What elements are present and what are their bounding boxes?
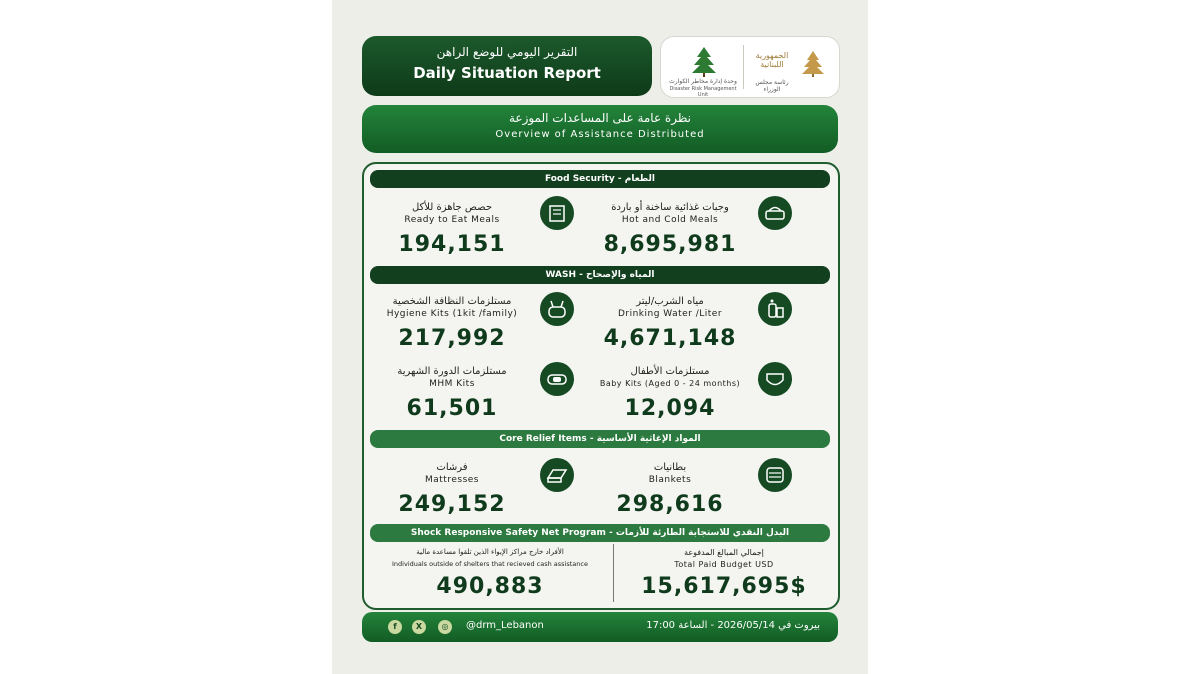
republic-logo-text: الجمهورية اللبنانية xyxy=(755,51,789,69)
mattresses-value: 249,152 xyxy=(398,492,506,517)
instagram-icon[interactable]: ◎ xyxy=(438,620,452,634)
report-title-ar: التقرير اليومي للوضع الراهن xyxy=(436,45,578,59)
cash-divider xyxy=(613,544,614,602)
drinking-water-en: Drinking Water /Liter xyxy=(617,309,723,319)
section-food-security: Food Security - الطعام xyxy=(370,170,830,188)
mhm-kits-en: MHM Kits xyxy=(429,379,475,389)
blankets-en: Blankets xyxy=(648,475,692,485)
diaper-icon xyxy=(758,362,792,396)
x-twitter-icon[interactable]: X xyxy=(412,620,426,634)
footer-bar xyxy=(362,612,838,642)
section-core-relief: Core Relief Items - المواد الإغاثية الأساسية xyxy=(370,430,830,448)
drm-logo-sub: Disaster Risk Management Unit xyxy=(669,86,737,98)
blankets-ar: بطانيات xyxy=(653,462,687,473)
drinking-water-value: 4,671,148 xyxy=(603,326,737,351)
mhm-kits-ar: مستلزمات الدورة الشهرية xyxy=(397,366,507,377)
item-hygiene-kits xyxy=(370,288,600,351)
item-cash-individuals xyxy=(370,548,610,608)
section-cash-program: Shock Responsive Safety Net Program - البدل النقدي للاستجابة الطارئة للأزمات xyxy=(370,524,830,542)
report-poster xyxy=(332,0,868,674)
logos-box xyxy=(660,36,840,98)
hot-cold-meals-ar: وجبات غذائية ساخنة أو باردة xyxy=(611,202,729,213)
report-title-en: Daily Situation Report xyxy=(413,64,601,82)
item-ready-meals xyxy=(370,194,600,257)
ready-meals-en: Ready to Eat Meals xyxy=(404,215,500,225)
pad-icon xyxy=(540,362,574,396)
report-title-banner xyxy=(362,36,652,96)
hot-cold-meals-value: 8,695,981 xyxy=(603,232,737,257)
social-handle[interactable]: @drm_Lebanon xyxy=(466,620,544,631)
ready-meals-ar: حصص جاهزة للأكل xyxy=(411,202,493,213)
mattresses-en: Mattresses xyxy=(425,475,479,485)
item-drinking-water xyxy=(600,288,830,351)
drm-logo-text: وحدة إدارة مخاطر الكوارث xyxy=(669,78,737,85)
cash-individuals-ar: الأفراد خارج مراكز الإيواء الذين تلقوا مساعدة مالية xyxy=(416,548,564,556)
water-bottle-icon xyxy=(758,292,792,326)
item-mhm-kits xyxy=(370,358,600,421)
overview-title-en: Overview of Assistance Distributed xyxy=(495,129,705,140)
item-baby-kits xyxy=(599,358,830,421)
assistance-frame xyxy=(362,162,840,610)
item-blankets xyxy=(600,454,830,517)
facebook-icon[interactable]: f xyxy=(388,620,402,634)
overview-banner xyxy=(362,105,838,153)
overview-title-ar: نظرة عامة على المساعدات الموزعة xyxy=(508,111,692,125)
total-budget-ar: إجمالي المبالغ المدفوعة xyxy=(684,548,764,557)
meal-tray-icon xyxy=(758,196,792,230)
section-wash: WASH - المياه والإصحاح xyxy=(370,266,830,284)
drinking-water-ar: مياه الشرب/ليتر xyxy=(636,296,704,307)
ready-meals-value: 194,151 xyxy=(398,232,506,257)
cash-individuals-en: Individuals outside of shelters that recieved cash assistance xyxy=(392,560,588,568)
hygiene-kit-icon xyxy=(540,292,574,326)
item-total-budget xyxy=(616,548,832,608)
mattress-icon xyxy=(540,458,574,492)
hygiene-kits-ar: مستلزمات النظافة الشخصية xyxy=(392,296,512,307)
total-budget-value: 15,617,695$ xyxy=(641,574,807,599)
baby-kits-value: 12,094 xyxy=(624,396,716,421)
item-mattresses xyxy=(370,454,600,517)
baby-kits-en: Baby Kits (Aged 0 - 24 months) xyxy=(599,379,741,388)
logo-divider xyxy=(743,45,744,89)
blankets-value: 298,616 xyxy=(616,492,724,517)
baby-kits-ar: مستلزمات الأطفال xyxy=(630,366,710,377)
blanket-icon xyxy=(758,458,792,492)
republic-logo-sub: رئاسة مجلس الوزراء xyxy=(755,79,789,93)
hygiene-kits-value: 217,992 xyxy=(398,326,506,351)
item-hot-cold-meals xyxy=(600,194,830,257)
mattresses-ar: فرشات xyxy=(436,462,468,473)
hygiene-kits-en: Hygiene Kits (1kit /family) xyxy=(386,309,518,319)
cedar-logo-icon xyxy=(691,47,717,77)
gold-cedar-icon xyxy=(801,51,825,77)
cash-individuals-value: 490,883 xyxy=(436,574,544,599)
report-date: بيروت في 2026/05/14 - الساعة 17:00 xyxy=(646,620,820,631)
mhm-kits-value: 61,501 xyxy=(406,396,498,421)
hot-cold-meals-en: Hot and Cold Meals xyxy=(621,215,719,225)
food-pack-icon xyxy=(540,196,574,230)
total-budget-en: Total Paid Budget USD xyxy=(674,560,774,569)
